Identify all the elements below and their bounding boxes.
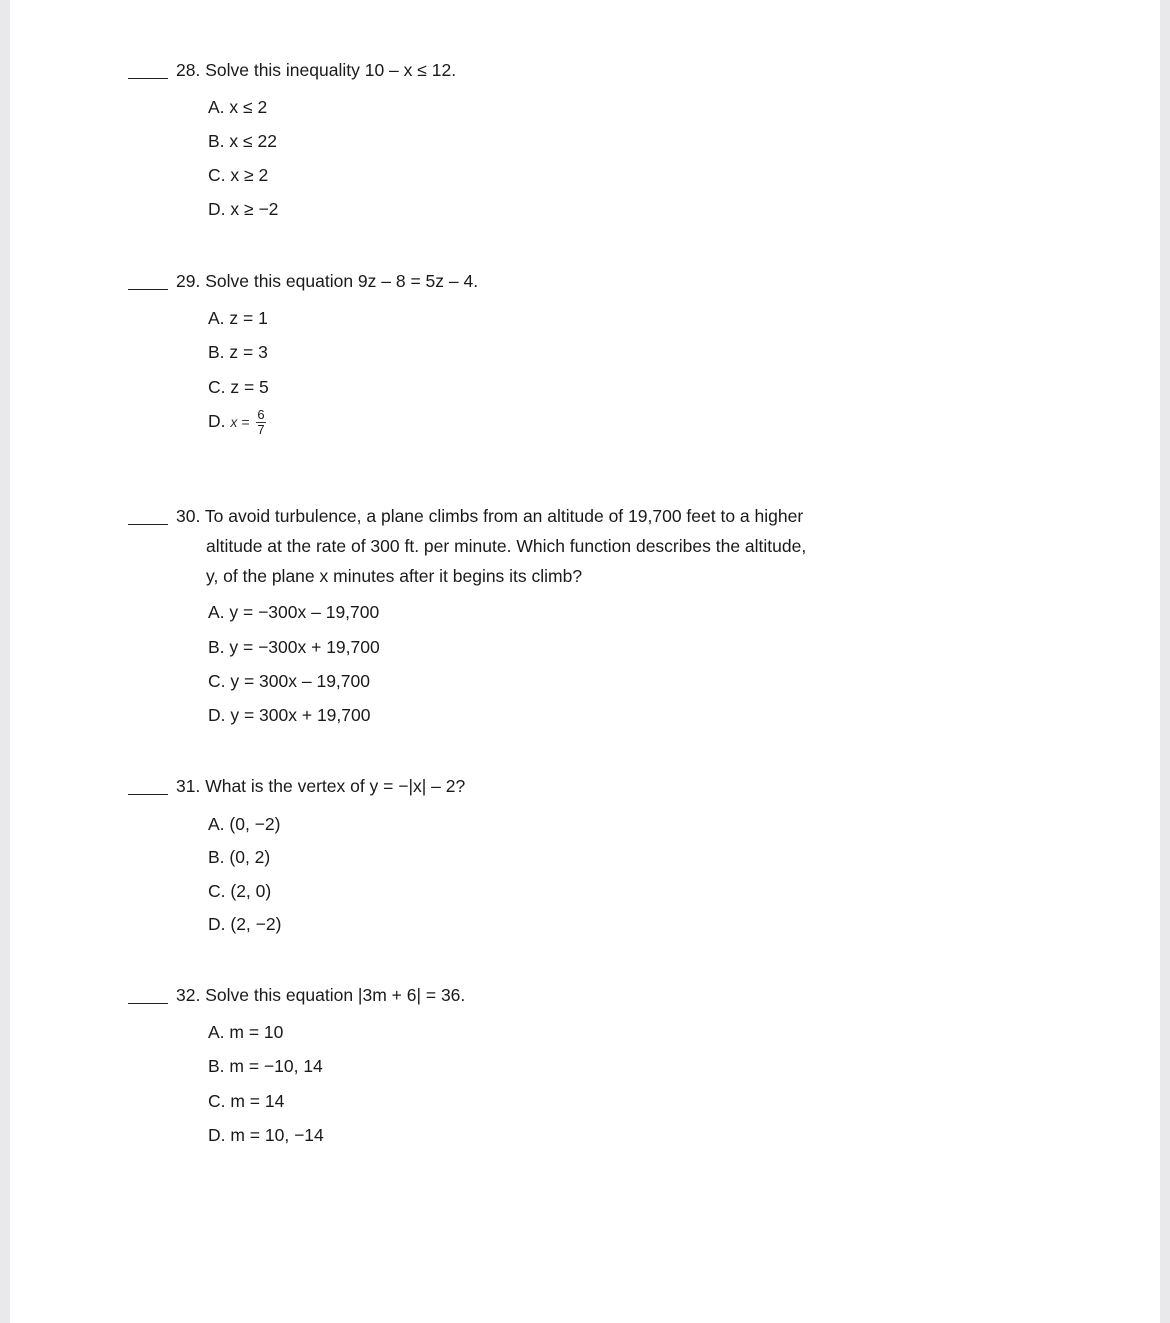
- answer-blank[interactable]: [128, 78, 168, 79]
- choice-d: D. y = 300x + 19,700: [208, 705, 371, 725]
- choice-a: A. m = 10: [208, 1022, 284, 1042]
- question-stem: 30. To avoid turbulence, a plane climbs from an altitude of 19,700 feet to a higher altitude at the rate of 300 ft. per minute. Which function describes the altitude, y, of the plane x minutes after it begins its climb?: [176, 506, 807, 586]
- question-stem: 28. Solve this inequality 10 – x ≤ 12.: [176, 60, 457, 80]
- question-stem: 32. Solve this equation |3m + 6| = 36.: [176, 985, 466, 1005]
- choice-a: A. x ≤ 2: [208, 97, 268, 117]
- answer-blank[interactable]: [128, 1003, 168, 1004]
- choice-b: B. m = −10, 14: [208, 1056, 323, 1076]
- answer-blank[interactable]: [128, 794, 168, 795]
- fraction: $\frac{6}{7}$: [257, 406, 265, 437]
- worksheet-page: [10, 0, 1160, 1323]
- choice-a: A. y = −300x – 19,700: [208, 602, 380, 622]
- question-stem: 29. Solve this equation 9z – 8 = 5z – 4.: [176, 271, 479, 291]
- choice-d: D. x ≥ −2: [208, 199, 279, 219]
- choice-c: C. z = 5: [208, 377, 269, 397]
- choice-b: B. z = 3: [208, 342, 268, 362]
- answer-blank[interactable]: [128, 524, 168, 525]
- choice-d: D. (2, −2): [208, 914, 282, 934]
- choice-b: B. x ≤ 22: [208, 131, 277, 151]
- question-stem: 31. What is the vertex of y = −|x| – 2?: [176, 776, 466, 796]
- choice-d: D. x = $\frac{6}{7}$: [208, 406, 265, 437]
- choice-d: D. m = 10, −14: [208, 1125, 324, 1145]
- choice-b: B. y = −300x + 19,700: [208, 637, 380, 657]
- choice-a: A. z = 1: [208, 308, 268, 328]
- answer-blank[interactable]: [128, 289, 168, 290]
- choice-a: A. (0, −2): [208, 814, 281, 834]
- choice-c: C. (2, 0): [208, 881, 272, 901]
- choice-c: C. m = 14: [208, 1091, 285, 1111]
- choice-b: B. (0, 2): [208, 847, 271, 867]
- choice-c: C. x ≥ 2: [208, 165, 269, 185]
- choice-c: C. y = 300x – 19,700: [208, 671, 370, 691]
